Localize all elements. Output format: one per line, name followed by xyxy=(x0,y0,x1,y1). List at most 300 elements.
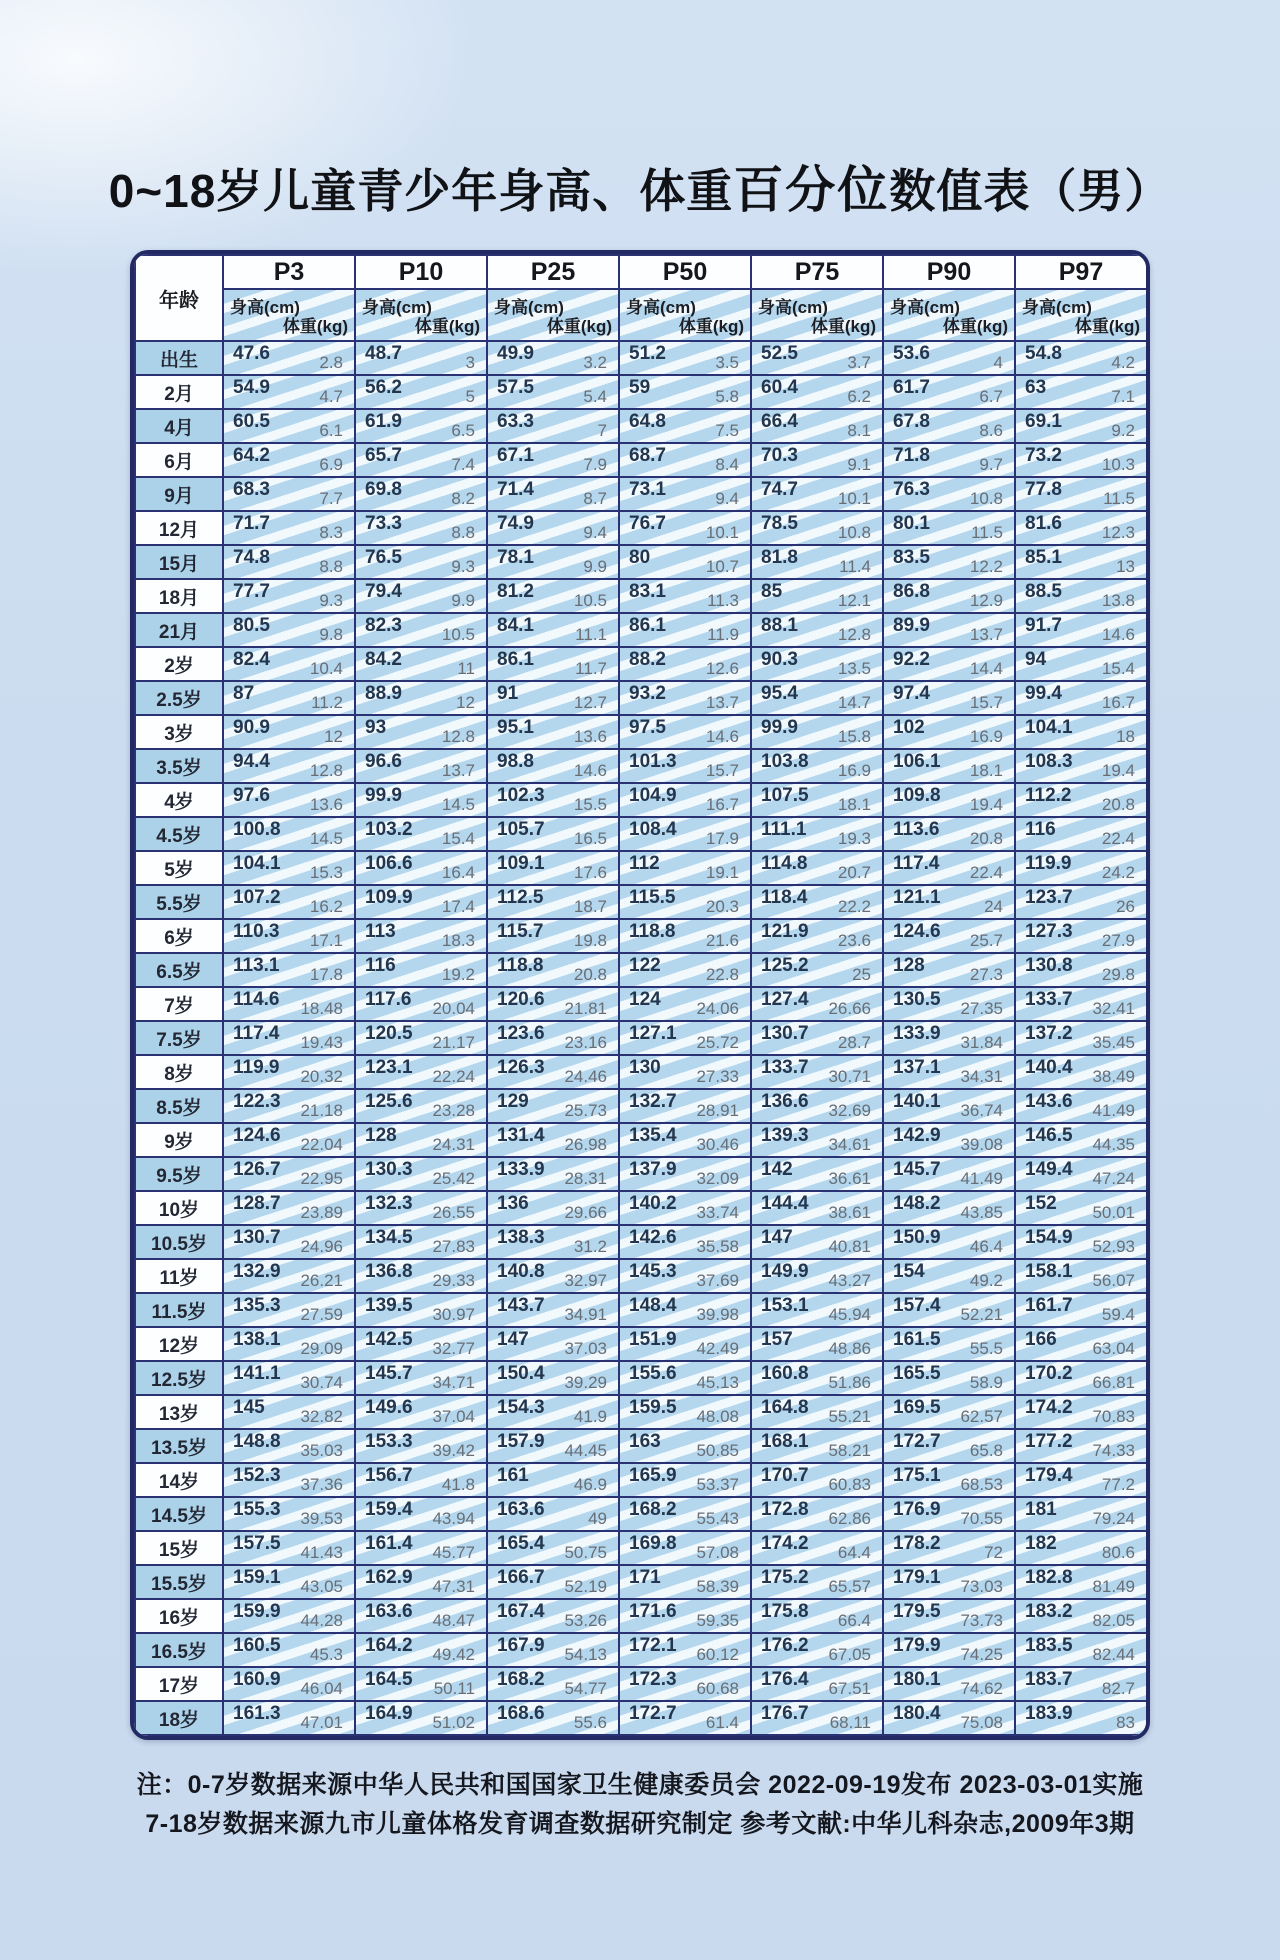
weight-value: 11.3 xyxy=(707,591,739,610)
data-cell xyxy=(751,953,883,987)
weight-value: 22.4 xyxy=(1101,829,1135,848)
data-cell xyxy=(487,1191,619,1225)
height-value: 106.1 xyxy=(893,751,941,772)
data-cell xyxy=(1015,1463,1147,1497)
data-cell xyxy=(751,375,883,409)
weight-value: 82.44 xyxy=(1092,1645,1135,1664)
data-cell xyxy=(223,851,355,885)
weight-value: 62.57 xyxy=(960,1407,1003,1426)
height-value: 127.4 xyxy=(761,989,809,1010)
data-cell xyxy=(883,783,1015,817)
data-cell xyxy=(1015,715,1147,749)
height-value: 175.2 xyxy=(761,1567,809,1588)
height-unit-label: 身高(cm) xyxy=(230,298,300,317)
height-value: 174.2 xyxy=(761,1533,809,1554)
height-value: 135.4 xyxy=(629,1125,677,1146)
weight-value: 24 xyxy=(984,897,1003,916)
data-cell xyxy=(751,1633,883,1667)
height-value: 88.2 xyxy=(629,649,666,670)
data-cell xyxy=(487,375,619,409)
header-p97: P97 xyxy=(1015,255,1147,289)
data-cell xyxy=(751,851,883,885)
data-cell xyxy=(751,681,883,715)
height-value: 149.4 xyxy=(1025,1159,1073,1180)
data-cell xyxy=(487,1293,619,1327)
height-value: 137.2 xyxy=(1025,1023,1073,1044)
weight-value: 79.24 xyxy=(1092,1509,1135,1528)
height-value: 78.1 xyxy=(497,547,534,568)
height-value: 63 xyxy=(1025,377,1047,398)
height-value: 92.2 xyxy=(893,649,930,670)
weight-value: 10.8 xyxy=(837,523,871,542)
weight-value: 39.98 xyxy=(696,1305,739,1324)
table-row xyxy=(135,681,1147,715)
table-row xyxy=(135,953,1147,987)
weight-value: 32.41 xyxy=(1092,999,1135,1018)
age-cell: 10岁 xyxy=(135,1191,223,1225)
data-cell xyxy=(619,1565,751,1599)
weight-value: 31.84 xyxy=(960,1033,1003,1052)
height-value: 136 xyxy=(497,1193,529,1214)
weight-value: 14.5 xyxy=(309,829,343,848)
table-row xyxy=(135,987,1147,1021)
data-cell xyxy=(751,1429,883,1463)
weight-value: 65.8 xyxy=(969,1441,1003,1460)
table-row xyxy=(135,545,1147,579)
data-cell xyxy=(619,783,751,817)
height-value: 51.2 xyxy=(629,343,666,364)
weight-value: 15.5 xyxy=(573,795,607,814)
height-value: 132.7 xyxy=(629,1091,677,1112)
data-cell xyxy=(223,375,355,409)
height-value: 182 xyxy=(1025,1533,1057,1554)
weight-value: 17.6 xyxy=(573,863,607,882)
age-cell: 14.5岁 xyxy=(135,1497,223,1531)
height-value: 98.8 xyxy=(497,751,534,772)
weight-value: 59.35 xyxy=(696,1611,739,1630)
age-cell: 14岁 xyxy=(135,1463,223,1497)
table-row xyxy=(135,579,1147,613)
height-value: 64.2 xyxy=(233,445,270,466)
data-cell xyxy=(355,1191,487,1225)
weight-value: 13.6 xyxy=(573,727,607,746)
weight-value: 60.12 xyxy=(696,1645,739,1664)
data-cell xyxy=(355,919,487,953)
weight-value: 22.8 xyxy=(705,965,739,984)
weight-value: 17.1 xyxy=(309,931,343,950)
weight-value: 41.49 xyxy=(960,1169,1003,1188)
weight-value: 56.07 xyxy=(1092,1271,1135,1290)
height-value: 129 xyxy=(497,1091,529,1112)
height-value: 137.9 xyxy=(629,1159,677,1180)
weight-value: 22.4 xyxy=(969,863,1003,882)
data-cell xyxy=(223,1395,355,1429)
height-value: 133.7 xyxy=(1025,989,1073,1010)
weight-value: 13.7 xyxy=(705,693,739,712)
weight-value: 13 xyxy=(1116,557,1135,576)
header-p50: P50 xyxy=(619,255,751,289)
height-value: 181 xyxy=(1025,1499,1057,1520)
weight-value: 68.11 xyxy=(829,1713,871,1732)
data-cell xyxy=(751,817,883,851)
data-cell xyxy=(751,341,883,375)
table-row xyxy=(135,1225,1147,1259)
weight-value: 9.9 xyxy=(451,591,475,610)
data-cell xyxy=(487,1361,619,1395)
weight-value: 10.1 xyxy=(837,489,871,508)
weight-value: 47.24 xyxy=(1092,1169,1135,1188)
height-value: 73.2 xyxy=(1025,445,1062,466)
data-cell xyxy=(751,715,883,749)
data-cell xyxy=(487,1395,619,1429)
data-cell xyxy=(1015,1123,1147,1157)
data-cell xyxy=(355,885,487,919)
header-p25: P25 xyxy=(487,255,619,289)
height-value: 77.7 xyxy=(233,581,270,602)
height-value: 122 xyxy=(629,955,661,976)
height-value: 176.4 xyxy=(761,1669,809,1690)
weight-value: 18 xyxy=(1116,727,1135,746)
table-row xyxy=(135,1395,1147,1429)
weight-value: 50.11 xyxy=(433,1679,475,1698)
data-cell xyxy=(619,1463,751,1497)
weight-value: 44.45 xyxy=(564,1441,607,1460)
height-value: 81.6 xyxy=(1025,513,1062,534)
data-cell xyxy=(487,1327,619,1361)
height-weight-subheader-cell xyxy=(619,289,751,341)
height-value: 93 xyxy=(365,717,387,738)
weight-value: 29.33 xyxy=(432,1271,475,1290)
height-value: 101.3 xyxy=(629,751,677,772)
height-value: 88.5 xyxy=(1025,581,1062,602)
height-value: 161.3 xyxy=(233,1703,281,1724)
height-value: 126.7 xyxy=(233,1159,281,1180)
age-cell: 5岁 xyxy=(135,851,223,885)
weight-value: 49.2 xyxy=(969,1271,1003,1290)
data-cell xyxy=(619,613,751,647)
weight-value: 16.7 xyxy=(1101,693,1135,712)
weight-value: 6.2 xyxy=(847,387,871,406)
height-value: 61.9 xyxy=(365,411,402,432)
data-cell xyxy=(619,409,751,443)
age-cell: 12.5岁 xyxy=(135,1361,223,1395)
data-cell xyxy=(355,1259,487,1293)
weight-value: 54.13 xyxy=(564,1645,607,1664)
weight-unit-label: 体重(kg) xyxy=(546,317,612,336)
height-value: 171 xyxy=(629,1567,661,1588)
weight-value: 47.01 xyxy=(300,1713,343,1732)
data-cell xyxy=(355,1055,487,1089)
data-cell xyxy=(223,409,355,443)
height-value: 178.2 xyxy=(893,1533,941,1554)
weight-value: 20.32 xyxy=(300,1067,343,1086)
height-value: 121.1 xyxy=(893,887,941,908)
height-value: 59 xyxy=(629,377,651,398)
weight-value: 38.49 xyxy=(1092,1067,1135,1086)
height-value: 157.4 xyxy=(893,1295,941,1316)
data-cell xyxy=(619,1429,751,1463)
weight-value: 21.17 xyxy=(432,1033,475,1052)
weight-value: 60.83 xyxy=(828,1475,871,1494)
data-cell xyxy=(751,1667,883,1701)
data-cell xyxy=(487,1531,619,1565)
age-cell: 7岁 xyxy=(135,987,223,1021)
data-cell xyxy=(619,1531,751,1565)
weight-value: 24.46 xyxy=(564,1067,607,1086)
age-cell: 9.5岁 xyxy=(135,1157,223,1191)
height-value: 90.3 xyxy=(761,649,798,670)
height-value: 147 xyxy=(497,1329,529,1350)
weight-value: 20.3 xyxy=(705,897,739,916)
weight-value: 40.81 xyxy=(828,1237,871,1256)
data-cell xyxy=(487,579,619,613)
weight-value: 30.71 xyxy=(828,1067,871,1086)
data-cell xyxy=(223,1123,355,1157)
weight-value: 46.4 xyxy=(969,1237,1003,1256)
height-value: 117.4 xyxy=(893,853,940,874)
weight-value: 52.21 xyxy=(960,1305,1003,1324)
data-cell xyxy=(883,409,1015,443)
height-value: 108.3 xyxy=(1025,751,1073,772)
data-cell xyxy=(223,987,355,1021)
height-value: 110.3 xyxy=(233,921,280,942)
data-cell xyxy=(487,1089,619,1123)
data-cell xyxy=(355,511,487,545)
height-value: 153.1 xyxy=(761,1295,809,1316)
height-value: 160.5 xyxy=(233,1635,281,1656)
height-value: 160.9 xyxy=(233,1669,281,1690)
weight-value: 37.04 xyxy=(432,1407,475,1426)
weight-value: 28.31 xyxy=(564,1169,607,1188)
weight-value: 19.43 xyxy=(300,1033,343,1052)
data-cell xyxy=(355,647,487,681)
table-row xyxy=(135,1633,1147,1667)
height-value: 175.1 xyxy=(893,1465,941,1486)
height-value: 156.7 xyxy=(365,1465,413,1486)
height-value: 68.7 xyxy=(629,445,666,466)
weight-value: 32.09 xyxy=(696,1169,739,1188)
height-value: 113.1 xyxy=(233,955,280,976)
weight-value: 16.9 xyxy=(837,761,871,780)
data-cell xyxy=(883,1361,1015,1395)
height-unit-label: 身高(cm) xyxy=(890,298,960,317)
table-row xyxy=(135,749,1147,783)
data-cell xyxy=(619,477,751,511)
weight-value: 50.75 xyxy=(564,1543,607,1562)
weight-value: 9.7 xyxy=(979,455,1003,474)
weight-value: 12.3 xyxy=(1101,523,1135,542)
height-value: 128 xyxy=(365,1125,397,1146)
data-cell xyxy=(223,1361,355,1395)
weight-value: 23.6 xyxy=(837,931,871,950)
height-value: 145.7 xyxy=(365,1363,413,1384)
data-cell xyxy=(883,851,1015,885)
height-value: 157.9 xyxy=(497,1431,545,1452)
data-cell xyxy=(883,1055,1015,1089)
data-cell xyxy=(487,1157,619,1191)
height-value: 88.1 xyxy=(761,615,798,636)
age-cell: 15.5岁 xyxy=(135,1565,223,1599)
weight-value: 55.6 xyxy=(573,1713,607,1732)
data-cell xyxy=(883,817,1015,851)
table-row xyxy=(135,1531,1147,1565)
height-value: 76.7 xyxy=(629,513,666,534)
weight-value: 58.21 xyxy=(828,1441,871,1460)
table-row xyxy=(135,1259,1147,1293)
age-cell: 8.5岁 xyxy=(135,1089,223,1123)
weight-value: 44.35 xyxy=(1092,1135,1135,1154)
weight-value: 53.26 xyxy=(564,1611,607,1630)
height-value: 97.5 xyxy=(629,717,666,738)
data-cell xyxy=(487,817,619,851)
weight-value: 39.53 xyxy=(300,1509,343,1528)
data-cell xyxy=(619,341,751,375)
data-cell xyxy=(223,1429,355,1463)
height-value: 82.3 xyxy=(365,615,402,636)
height-value: 91.7 xyxy=(1025,615,1062,636)
height-value: 158.1 xyxy=(1025,1261,1073,1282)
height-value: 132.3 xyxy=(365,1193,413,1214)
height-value: 109.1 xyxy=(497,853,545,874)
data-cell xyxy=(883,341,1015,375)
height-value: 179.1 xyxy=(893,1567,941,1588)
height-value: 149.9 xyxy=(761,1261,809,1282)
data-cell xyxy=(223,1531,355,1565)
data-cell xyxy=(355,341,487,375)
age-cell: 21月 xyxy=(135,613,223,647)
weight-value: 21.6 xyxy=(705,931,739,950)
weight-value: 58.39 xyxy=(696,1577,739,1596)
weight-value: 82.05 xyxy=(1092,1611,1135,1630)
height-value: 142.9 xyxy=(893,1125,941,1146)
weight-value: 50.85 xyxy=(696,1441,739,1460)
percentile-header-row xyxy=(135,255,1147,289)
height-value: 76.5 xyxy=(365,547,402,568)
data-cell xyxy=(883,545,1015,579)
weight-value: 66.4 xyxy=(837,1611,871,1630)
height-value: 123.7 xyxy=(1025,887,1073,908)
data-cell xyxy=(1015,1633,1147,1667)
data-cell xyxy=(883,1395,1015,1429)
data-cell xyxy=(355,1123,487,1157)
weight-value: 28.91 xyxy=(696,1101,739,1120)
weight-value: 41.8 xyxy=(441,1475,475,1494)
weight-value: 34.71 xyxy=(432,1373,475,1392)
weight-value: 67.05 xyxy=(828,1645,871,1664)
weight-value: 9.3 xyxy=(319,591,343,610)
height-value: 146.5 xyxy=(1025,1125,1073,1146)
height-value: 102 xyxy=(893,717,925,738)
weight-value: 6.5 xyxy=(451,421,475,440)
weight-value: 34.31 xyxy=(960,1067,1003,1086)
height-value: 86.1 xyxy=(497,649,534,670)
data-cell xyxy=(355,681,487,715)
data-cell xyxy=(619,1021,751,1055)
weight-value: 50.01 xyxy=(1092,1203,1135,1222)
data-cell xyxy=(355,375,487,409)
height-value: 163 xyxy=(629,1431,661,1452)
height-value: 76.3 xyxy=(893,479,930,500)
weight-value: 43.94 xyxy=(432,1509,475,1528)
height-value: 132.9 xyxy=(233,1261,281,1282)
data-cell xyxy=(883,647,1015,681)
data-cell xyxy=(355,1395,487,1429)
height-value: 141.1 xyxy=(233,1363,281,1384)
height-value: 149.6 xyxy=(365,1397,413,1418)
height-value: 79.4 xyxy=(365,581,402,602)
weight-value: 43.85 xyxy=(960,1203,1003,1222)
height-value: 176.7 xyxy=(761,1703,809,1724)
table-row xyxy=(135,1089,1147,1123)
height-value: 172.3 xyxy=(629,1669,677,1690)
height-weight-subheader-cell xyxy=(223,289,355,341)
weight-value: 25.72 xyxy=(696,1033,739,1052)
weight-value: 55.5 xyxy=(969,1339,1003,1358)
data-cell xyxy=(223,1021,355,1055)
weight-value: 11.7 xyxy=(575,659,607,678)
data-cell xyxy=(619,817,751,851)
weight-value: 74.62 xyxy=(960,1679,1003,1698)
data-cell xyxy=(1015,851,1147,885)
data-cell xyxy=(883,1327,1015,1361)
weight-value: 29.09 xyxy=(300,1339,343,1358)
height-value: 93.2 xyxy=(629,683,666,704)
weight-value: 73.73 xyxy=(960,1611,1003,1630)
weight-value: 18.48 xyxy=(300,999,343,1018)
height-value: 109.9 xyxy=(365,887,413,908)
data-cell xyxy=(619,1055,751,1089)
data-cell xyxy=(751,1089,883,1123)
height-weight-subheader-cell xyxy=(883,289,1015,341)
data-cell xyxy=(751,1463,883,1497)
height-value: 169.8 xyxy=(629,1533,677,1554)
data-cell xyxy=(223,1293,355,1327)
table-row xyxy=(135,375,1147,409)
data-cell xyxy=(223,919,355,953)
height-value: 121.9 xyxy=(761,921,809,942)
weight-value: 27.9 xyxy=(1101,931,1135,950)
height-value: 94 xyxy=(1025,649,1047,670)
height-value: 69.1 xyxy=(1025,411,1062,432)
weight-value: 16.2 xyxy=(309,897,343,916)
height-value: 138.1 xyxy=(233,1329,281,1350)
data-cell xyxy=(619,1395,751,1429)
data-cell xyxy=(751,749,883,783)
data-cell xyxy=(223,681,355,715)
data-cell xyxy=(883,1089,1015,1123)
weight-value: 26.66 xyxy=(828,999,871,1018)
weight-value: 82.7 xyxy=(1101,1679,1135,1698)
weight-value: 14.6 xyxy=(705,727,739,746)
weight-value: 41.49 xyxy=(1092,1101,1135,1120)
weight-value: 26.55 xyxy=(432,1203,475,1222)
table-row xyxy=(135,477,1147,511)
data-cell xyxy=(1015,579,1147,613)
weight-value: 11.5 xyxy=(1103,489,1135,508)
weight-value: 28.7 xyxy=(837,1033,871,1052)
height-value: 73.3 xyxy=(365,513,402,534)
age-cell: 11.5岁 xyxy=(135,1293,223,1327)
height-value: 142.5 xyxy=(365,1329,413,1350)
data-cell xyxy=(1015,885,1147,919)
weight-value: 7.1 xyxy=(1111,387,1135,406)
data-cell xyxy=(487,919,619,953)
weight-value: 22.95 xyxy=(300,1169,343,1188)
height-value: 63.3 xyxy=(497,411,534,432)
height-value: 164.5 xyxy=(365,1669,413,1690)
height-value: 85.1 xyxy=(1025,547,1062,568)
height-value: 99.9 xyxy=(761,717,798,738)
